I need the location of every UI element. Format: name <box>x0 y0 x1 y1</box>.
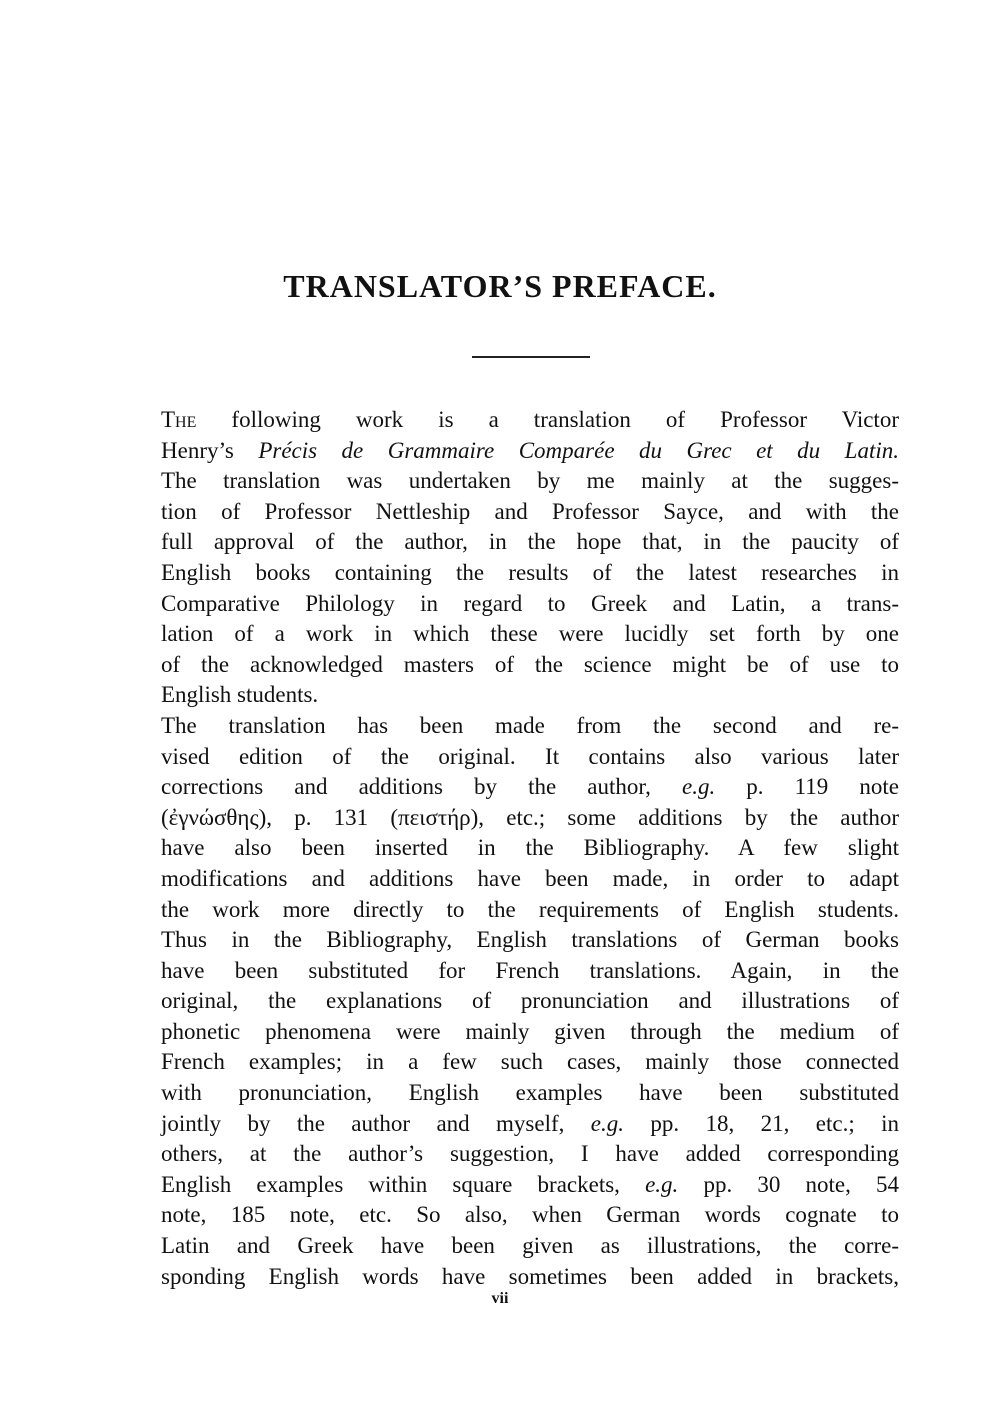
page-number: vii <box>491 1290 509 1307</box>
text-line: The following work is a translation of Professor Victor <box>161 407 899 432</box>
text-line: English examples within square brackets, e.g. pp. 30 note, 54 <box>161 1171 899 1197</box>
text-line: the work more directly to the requirements of English students. <box>161 896 899 922</box>
text-line: lation of a work in which these were lucidly set forth by one <box>161 621 899 647</box>
text-line: corrections and additions by the author, e.g. p. 119 note <box>161 774 899 800</box>
text-line: (ἐγνώσθης), p. 131 (πειστήρ), etc.; some additions by the author <box>161 804 899 830</box>
book-title: Précis de Grammaire Comparée du Grec et du Latin. <box>258 437 899 463</box>
text-line: vised edition of the original. It contains also various later <box>161 743 899 769</box>
text-line: Thus in the Bibliography, English translations of German books <box>161 927 899 953</box>
title-divider-rule <box>472 356 590 358</box>
text-line: have also been inserted in the Bibliography. A few slight <box>161 835 899 861</box>
text-line: sponding English words have sometimes been added in brackets, <box>161 1263 899 1289</box>
paragraph-1 <box>161 405 899 711</box>
preface-body <box>161 405 899 1292</box>
text-line: The translation was undertaken by me mainly at the sugges- <box>161 468 899 494</box>
text-line: The translation has been made from the second and re- <box>161 712 899 738</box>
text-line: Latin and Greek have been given as illustrations, the corre- <box>161 1233 899 1259</box>
text-line: Comparative Philology in regard to Greek and Latin, a trans- <box>161 590 899 616</box>
text-line: English books containing the results of the latest researches in <box>161 559 899 585</box>
page-title: TRANSLATOR’S PREFACE. <box>283 268 717 304</box>
text-line: of the acknowledged masters of the science might be of use to <box>161 651 899 677</box>
text-line: with pronunciation, English examples have been substituted <box>161 1080 899 1106</box>
paragraph-2 <box>161 711 899 1292</box>
text-line: Henry’s Précis de Grammaire Comparée du Grec et du Latin. <box>161 437 899 463</box>
text-line: full approval of the author, in the hope that, in the paucity of <box>161 529 899 555</box>
text-line: jointly by the author and myself, e.g. pp. 18, 21, etc.; in <box>161 1110 899 1136</box>
text-line: have been substituted for French translations. Again, in the <box>161 957 899 983</box>
text-line: others, at the author’s suggestion, I have added corresponding <box>161 1141 899 1167</box>
text-line: French examples; in a few such cases, mainly those connected <box>161 1049 899 1075</box>
text-line: tion of Professor Nettleship and Professor Sayce, and with the <box>161 498 899 524</box>
text-line: original, the explanations of pronunciation and illustrations of <box>161 988 899 1014</box>
text-line: English students. <box>161 682 319 708</box>
text-line: note, 185 note, etc. So also, when German words cognate to <box>161 1202 899 1228</box>
text-line: phonetic phenomena were mainly given through the medium of <box>161 1018 899 1044</box>
lead-word: The <box>161 407 197 432</box>
text-line: modifications and additions have been made, in order to adapt <box>161 865 899 891</box>
